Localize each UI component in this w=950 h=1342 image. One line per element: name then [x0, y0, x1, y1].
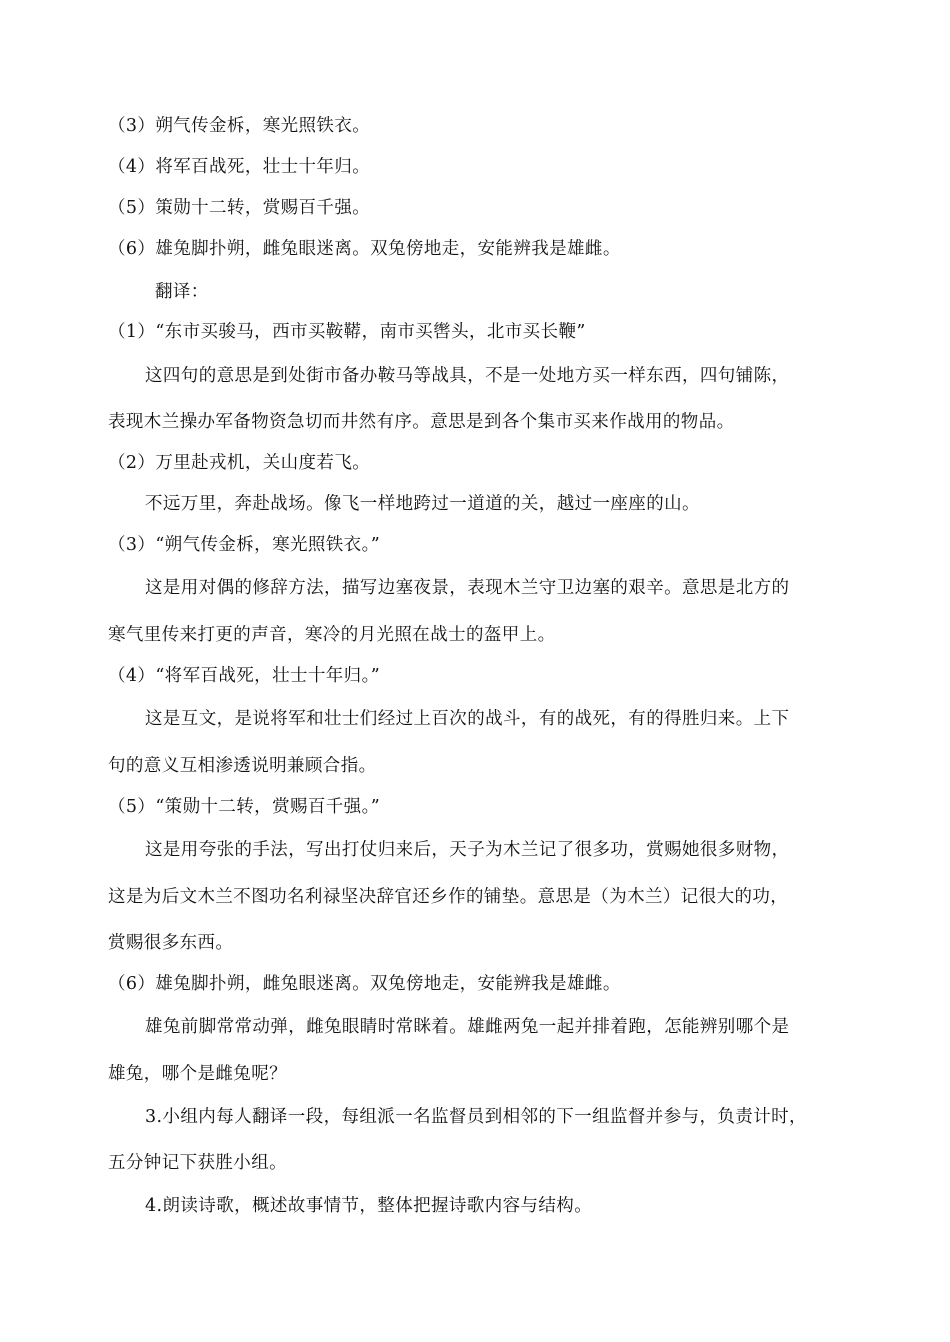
translation-item-3-title: （3）“朔气传金柝，寒光照铁衣。”	[108, 535, 381, 555]
translation-item-6-title: （6）雄兔脚扑朔，雌兔眼迷离。双兔傍地走，安能辨我是雄雌。	[108, 974, 621, 994]
poem-line-4: （4）将军百战死，壮士十年归。	[108, 157, 371, 177]
translation-heading: 翻译：	[155, 282, 209, 302]
translation-item-1-text-2: 表现木兰操办军备物资急切而井然有序。意思是到各个集市买来作战用的物品。	[108, 412, 735, 432]
poem-line-6: （6）雄兔脚扑朔，雌兔眼迷离。双兔傍地走，安能辨我是雄雌。	[108, 239, 621, 259]
step-3-text-2: 五分钟记下获胜小组。	[108, 1153, 287, 1173]
translation-item-4-title: （4）“将军百战死，壮士十年归。”	[108, 666, 381, 686]
step-4-text: 4.朗读诗歌，概述故事情节，整体把握诗歌内容与结构。	[145, 1196, 593, 1216]
translation-item-5-text-1: 这是用夸张的手法，写出打仗归来后，天子为木兰记了很多功，赏赐她很多财物，	[145, 840, 790, 860]
translation-item-6-text-1: 雄兔前脚常常动弹，雌兔眼睛时常眯着。雄雌两兔一起并排着跑，怎能辨别哪个是	[145, 1017, 790, 1037]
translation-item-4-text-2: 句的意义互相渗透说明兼顾合指。	[108, 756, 377, 776]
translation-item-1-title: （1）“东市买骏马，西市买鞍鞯，南市买辔头，北市买长鞭”	[108, 322, 586, 342]
translation-item-3-text-1: 这是用对偶的修辞方法，描写边塞夜景，表现木兰守卫边塞的艰辛。意思是北方的	[145, 578, 790, 598]
poem-line-5: （5）策勋十二转，赏赐百千强。	[108, 198, 371, 218]
translation-item-5-text-2: 这是为后文木兰不图功名利禄坚决辞官还乡作的铺垫。意思是（为木兰）记很大的功，	[108, 887, 789, 907]
translation-item-6-text-2: 雄兔，哪个是雌兔呢？	[108, 1064, 287, 1084]
translation-item-1-text-1: 这四句的意思是到处街市备办鞍马等战具，不是一处地方买一样东西，四句铺陈，	[145, 366, 790, 386]
poem-line-3: （3）朔气传金柝，寒光照铁衣。	[108, 116, 371, 136]
translation-item-3-text-2: 寒气里传来打更的声音，寒冷的月光照在战士的盔甲上。	[108, 625, 556, 645]
translation-item-2-text: 不远万里，奔赴战场。像飞一样地跨过一道道的关，越过一座座的山。	[145, 494, 700, 514]
translation-item-4-text-1: 这是互文，是说将军和壮士们经过上百次的战斗，有的战死，有的得胜归来。上下	[145, 709, 790, 729]
step-3-text-1: 3.小组内每人翻译一段，每组派一名监督员到相邻的下一组监督并参与，负责计时，	[145, 1107, 807, 1127]
translation-item-5-title: （5）“策勋十二转，赏赐百千强。”	[108, 797, 381, 817]
translation-item-5-text-3: 赏赐很多东西。	[108, 933, 234, 953]
translation-item-2-title: （2）万里赴戎机，关山度若飞。	[108, 453, 371, 473]
